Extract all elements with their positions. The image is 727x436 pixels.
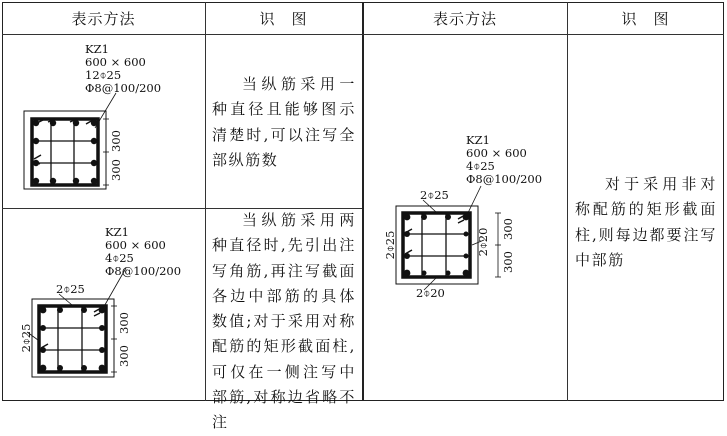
dimension-upper: 300 xyxy=(109,130,123,152)
dimension-upper: 300 xyxy=(501,218,515,240)
corner-rebar xyxy=(404,270,411,277)
column-code: KZ1 xyxy=(85,42,109,56)
left-middle-bars: 2⌽25 xyxy=(383,230,397,260)
description-text: 当纵筋采用两种直径时,先引出注写角筋,再注写截面各边中部筋的具体数值;对于采用对称配筋的矩形截面柱,可仅在一侧注写中部筋,对称边省略不注 xyxy=(212,211,356,432)
rebar xyxy=(445,214,451,220)
longitudinal-bars: 12⌽25 xyxy=(85,68,122,82)
rebar xyxy=(422,271,427,276)
right-middle-bars: 2⌽20 xyxy=(476,227,490,257)
section-size: 600 × 600 xyxy=(85,55,146,69)
rebar xyxy=(464,254,469,259)
leader-line xyxy=(466,186,481,217)
corner-rebar xyxy=(404,214,411,221)
rebar xyxy=(446,271,451,276)
dimension-lower: 300 xyxy=(117,345,131,367)
header-meaning-left: 识 图 xyxy=(259,10,308,28)
stirrup-spec: Φ8@100/200 xyxy=(105,264,182,278)
dimension-lower: 300 xyxy=(109,159,123,181)
bottom-middle-bars: 2⌽20 xyxy=(416,286,445,300)
stirrup-spec: Φ8@100/200 xyxy=(466,172,543,186)
header-meaning-right: 识 图 xyxy=(621,10,670,28)
top-middle-bars: 2⌽25 xyxy=(56,282,85,296)
corner-rebar xyxy=(463,214,470,221)
side-middle-bars: 2⌽25 xyxy=(19,323,33,353)
dimension-upper: 300 xyxy=(117,312,131,334)
header-method-left: 表示方法 xyxy=(71,10,136,28)
column-code: KZ1 xyxy=(105,225,129,239)
column-code: KZ1 xyxy=(466,133,490,147)
rebar xyxy=(404,231,410,237)
rebar xyxy=(421,214,427,220)
rebar xyxy=(404,253,410,259)
rebar xyxy=(464,232,469,237)
corner-bars: 4⌽25 xyxy=(466,159,495,173)
header-method-right: 表示方法 xyxy=(432,10,497,28)
section-size: 600 × 600 xyxy=(105,238,166,252)
description-text: 当纵筋采用一种直径且能够图示清楚时,可以注写全部纵筋数 xyxy=(212,75,356,169)
top-middle-bars: 2⌽25 xyxy=(420,188,449,202)
stirrup-spec: Φ8@100/200 xyxy=(85,81,162,95)
rebar-dots xyxy=(404,214,470,277)
corner-rebar xyxy=(463,270,470,277)
description-text: 对于采用非对称配筋的矩形截面柱,则每边都要注写中部筋 xyxy=(575,175,717,269)
section-size: 600 × 600 xyxy=(466,146,527,160)
dimension-lower: 300 xyxy=(501,251,515,273)
corner-bars: 4⌽25 xyxy=(105,251,134,265)
